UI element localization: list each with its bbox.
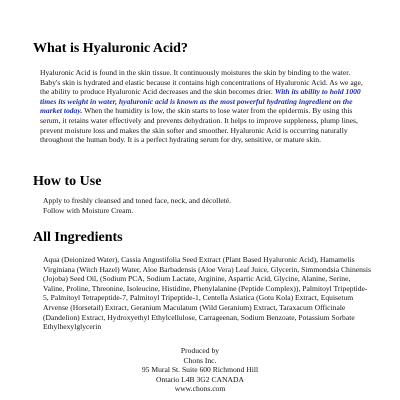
hyaluronic-description [40, 68, 372, 145]
how-to-use-step-2: Follow with Moisture Cream. [43, 205, 134, 215]
how-to-use-instructions [43, 196, 373, 215]
hyaluronic-body: When the humidity is low, the skin starts to lose water from the epidermis. By using this serum, it retains water effectively and prevents dehydration. It helps to improve suppleness, plump lines, prevent moisture loss and makes the skin softer and smoother. Hyaluronic Acid is occurring naturally throughout the human body. It is a perfect hydrating serum for dry, sensitive, or mature skin. [40, 106, 358, 145]
footer-company: Chons Inc. [183, 355, 217, 365]
ingredients-list: Aqua (Deionized Water), Cassia Angustifolia Seed Extract (Plant Based Hyaluronic Acid), Hamamelis Virginiana (Witch Hazel) Water, Aloe Barbadensis (Aloe Vera) Leaf Juice, Glycerin, Simmondsia Chinensis (Jojoba) Seed Oil, (Sodium PCA, Sodium Lactate, Arginine, Aspartic Acid, Glycine, Alanine, Serine, Valine, Proline, Threonine, Isoleucine, Histidine, Phenylalanine (Peptide Complex)), Palmitoyl Tripeptide-5, Palmitoyl Tetrapeptide-7, Palmitoyl Tripeptide-1, Centella Asiatica (Gotu Kola) Extract, Equisetum Arvense (Horsetail) Extract, Geranium Maculatum (Wild Geranium) Extract, Taraxacum Officinale (Dandelion) Extract, Hydroxyethyl Ethylcellulose, Carrageenan, Sodium Benzoate, Potassium Sorbate Ethylhexylglycerin [43, 255, 371, 332]
how-to-use-step-1: Apply to freshly cleansed and toned face, neck, and décolleté. [43, 196, 232, 205]
footer-produced-by: Produced by [180, 346, 220, 355]
heading-all-ingredients: All Ingredients [33, 230, 123, 245]
producer-info [100, 346, 300, 394]
hyaluronic-intro: Hyaluronic Acid is found in the skin tissue. It continuously moistures the skin by binding to the water. Baby's skin is hydrated and elastic because it contains high concentrations of Hyaluronic Acid. As we age, the ability to produce Hyaluronic Acid decreases and the skin becomes drier. [40, 68, 363, 97]
footer-region: Ontario L4B 3G2 CANADA [156, 374, 244, 384]
heading-how-to-use: How to Use [33, 174, 102, 189]
footer-website: www.chons.com [174, 384, 226, 394]
footer-address: 95 Mural St. Suite 600 Richmond Hill [141, 365, 259, 375]
hyaluronic-highlight: With its ability to hold 1000 times its weight in water, hyaluronic acid is known as the most powerful hydrating ingredient on the market today. [40, 87, 361, 116]
heading-what-is-hyaluronic-acid: What is Hyaluronic Acid? [33, 41, 188, 56]
